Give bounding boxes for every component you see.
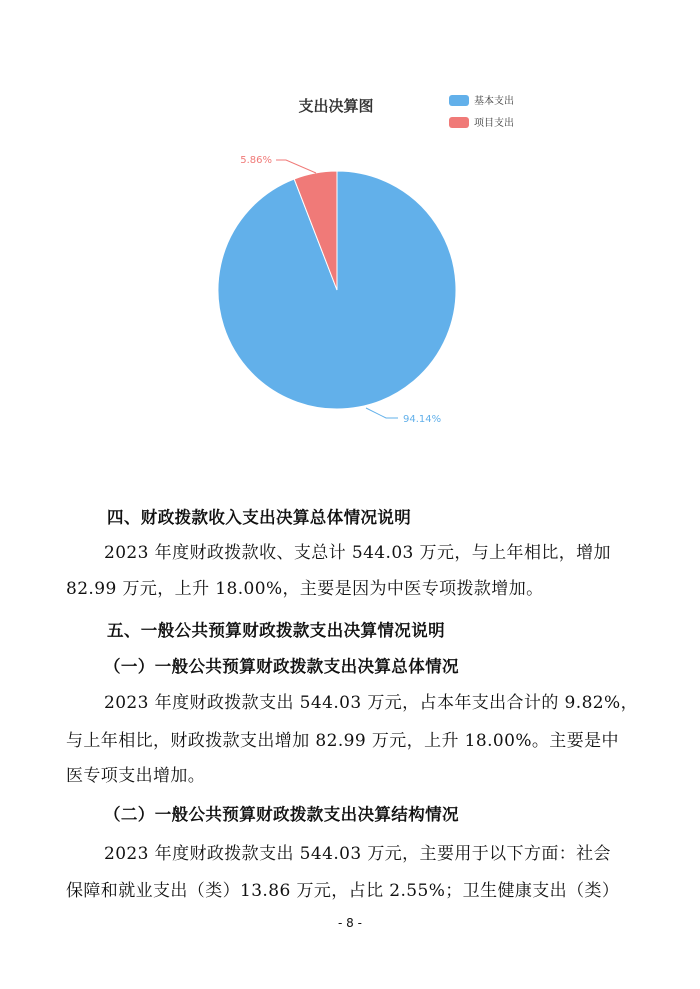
pie-slices [218, 171, 456, 409]
section5-sub2-line2: 保障和就业支出（类）13.86 万元，占比 2.55%；卫生健康支出（类） [66, 881, 620, 901]
leader-line-basic [366, 408, 398, 418]
section5-sub1-heading: （一）一般公共预算财政拨款支出决算总体情况 [104, 657, 459, 676]
section4-heading: 四、财政拨款收入支出决算总体情况说明 [107, 508, 412, 527]
legend-swatch-basic [449, 95, 469, 106]
pie-chart-svg [0, 0, 700, 470]
chart-legend [449, 94, 514, 129]
section4-paragraph-line1: 2023 年度财政拨款收、支总计 544.03 万元，与上年相比，增加 [104, 543, 611, 563]
data-label-basic: 94.14% [403, 414, 442, 425]
section5-sub2-heading: （二）一般公共预算财政拨款支出决算结构情况 [104, 805, 459, 824]
data-label-project: 5.86% [240, 155, 272, 166]
section5-heading: 五、一般公共预算财政拨款支出决算情况说明 [107, 621, 445, 640]
section5-sub1-line3: 医专项支出增加。 [66, 766, 206, 786]
section5-sub2-line1: 2023 年度财政拨款支出 544.03 万元，主要用于以下方面：社会 [104, 844, 611, 864]
leader-line-project [276, 160, 316, 173]
section5-sub1-line2: 与上年相比，财政拨款支出增加 82.99 万元，上升 18.00%。主要是中 [66, 731, 619, 751]
expenditure-pie-chart [0, 0, 700, 470]
chart-title: 支出决算图 [298, 97, 374, 115]
page-number: - 8 - [338, 916, 362, 930]
section5-sub1-line1: 2023 年度财政拨款支出 544.03 万元，占本年支出合计的 9.82%， [104, 693, 638, 713]
legend-swatch-project [449, 117, 469, 128]
legend-label-basic[interactable]: 基本支出 [474, 96, 514, 107]
section4-paragraph-line2: 82.99 万元，上升 18.00%，主要是因为中医专项拨款增加。 [66, 579, 544, 599]
legend-label-project[interactable]: 项目支出 [474, 118, 514, 129]
